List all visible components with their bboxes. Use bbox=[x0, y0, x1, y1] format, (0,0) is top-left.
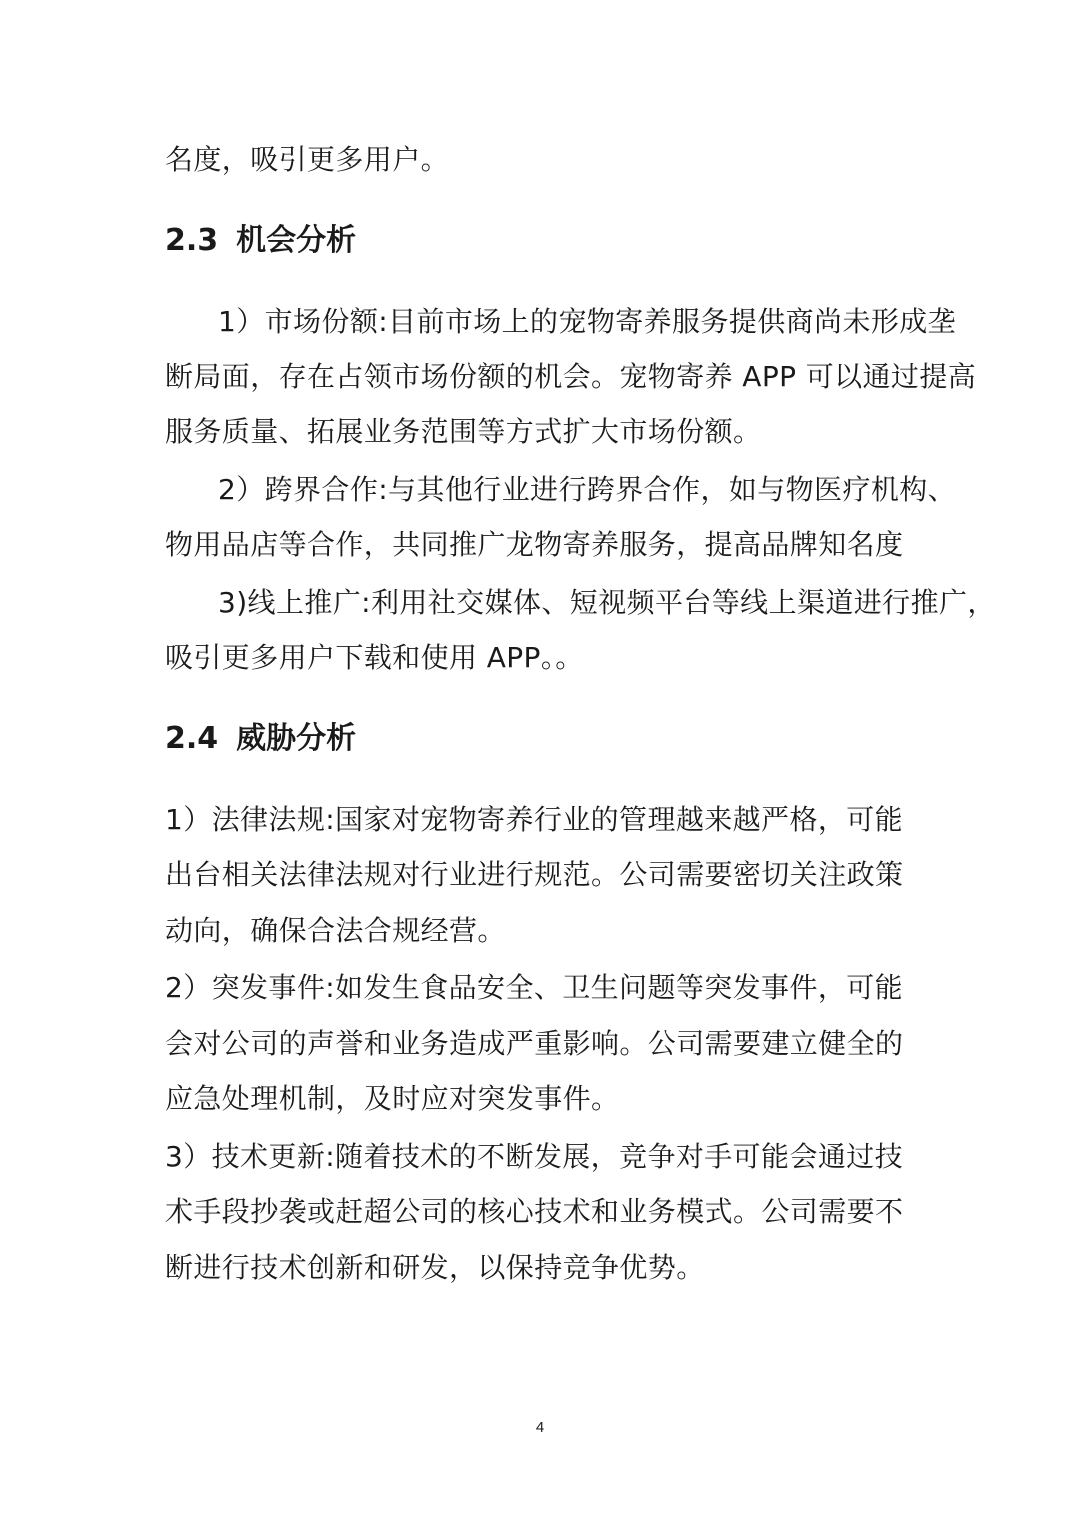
paragraph-line: 服务质量、拓展业务范围等方式扩大市场份额。 bbox=[165, 415, 762, 448]
paragraph-line: 1）法律法规:国家对宠物寄养行业的管理越来越严格，可能 bbox=[165, 803, 904, 836]
paragraph-line: 出台相关法律法规对行业进行规范。公司需要密切关注政策 bbox=[165, 858, 904, 891]
paragraph-line: 物用品店等合作，共同推广龙物寄养服务，提高品牌知名度 bbox=[165, 528, 904, 561]
paragraph-line: 2）突发事件:如发生食品安全、卫生问题等突发事件，可能 bbox=[165, 971, 904, 1004]
paragraph-line: 会对公司的声誉和业务造成严重影响。公司需要建立健全的 bbox=[165, 1027, 904, 1060]
section-heading bbox=[165, 221, 356, 261]
section-heading bbox=[165, 719, 356, 759]
paragraph-line: 断局面，存在占领市场份额的机会。宠物寄养 APP 可以通过提高 bbox=[165, 360, 977, 393]
paragraph-line: 吸引更多用户下载和使用 APP。。 bbox=[165, 641, 584, 674]
section-number: 2.4 bbox=[165, 721, 219, 756]
paragraph-line: 应急处理机制，及时应对突发事件。 bbox=[165, 1082, 620, 1115]
paragraph-line: 2）跨界合作:与其他行业进行跨界合作，如与物医疗机构、 bbox=[218, 473, 957, 506]
paragraph-line: 动向，确保合法合规经营。 bbox=[165, 914, 506, 947]
paragraph-line: 名度，吸引更多用户。 bbox=[165, 143, 450, 176]
page-number: 4 bbox=[535, 1419, 545, 1436]
paragraph-line: 术手段抄袭或赶超公司的核心技术和业务模式。公司需要不 bbox=[165, 1195, 904, 1228]
section-title: 机会分析 bbox=[236, 223, 357, 258]
paragraph-line: 1）市场份额:目前市场上的宠物寄养服务提供商尚未形成垄 bbox=[218, 305, 957, 338]
section-number: 2.3 bbox=[165, 223, 219, 258]
paragraph-line: 3)线上推广:利用社交媒体、短视频平台等线上渠道进行推广， bbox=[218, 586, 996, 619]
paragraph-line: 3）技术更新:随着技术的不断发展，竞争对手可能会通过技 bbox=[165, 1140, 904, 1173]
paragraph-line: 断进行技术创新和研发，以保持竞争优势。 bbox=[165, 1251, 705, 1284]
section-title: 威胁分析 bbox=[236, 721, 357, 756]
